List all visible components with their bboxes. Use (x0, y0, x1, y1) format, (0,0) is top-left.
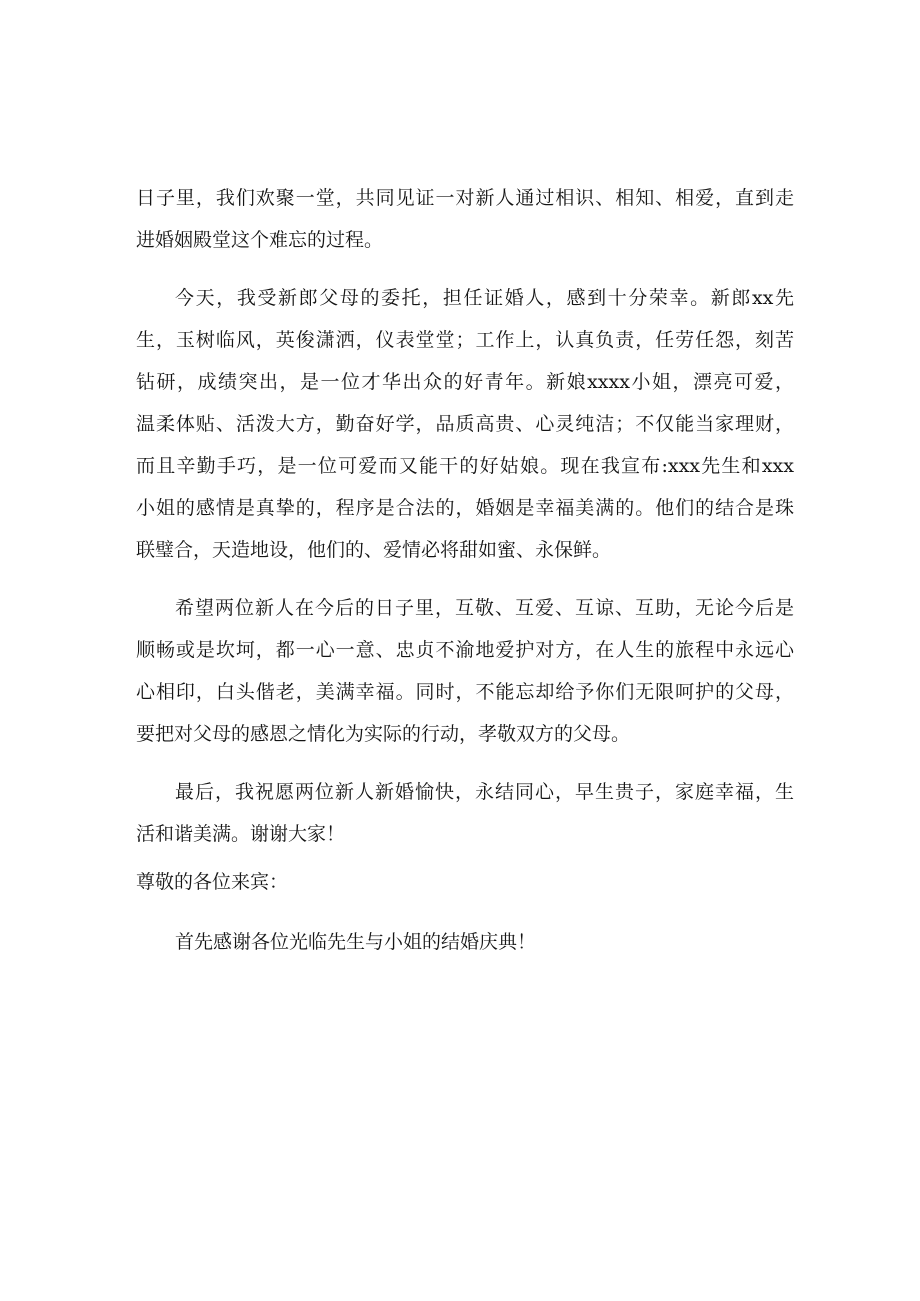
text-line: 联璧合，天造地设，他们的、爱情必将甜如蜜、永保鲜。 (136, 539, 612, 561)
text-line: 活和谐美满。谢谢大家！ (136, 823, 346, 845)
text-line: 顺畅或是坎坷，都一心一意、忠贞不渝地爱护对方，在人生的旅程中永远心 (136, 639, 794, 661)
paragraph-thanks: 首先感谢各位光临先生与小姐的结婚庆典！ (175, 931, 537, 953)
text-line: 最后，我祝愿两位新人新婚愉快，永结同心，早生贵子，家庭幸福，生 (175, 781, 794, 803)
text-line: 小姐的感情是真挚的，程序是合法的，婚姻是幸福美满的。他们的结合是珠 (136, 497, 794, 519)
text-line: 进婚姻殿堂这个难忘的过程。 (136, 229, 384, 251)
text-line: 生，玉树临风，英俊潇洒，仪表堂堂；工作上，认真负责，任劳任怨，刻苦 (136, 329, 794, 351)
text-line: 温柔体贴、活泼大方，勤奋好学，品质高贵、心灵纯洁；不仅能当家理财， (136, 413, 794, 435)
text-line: 今天，我受新郎父母的委托，担任证婚人，感到十分荣幸。新郎xx先 (175, 287, 794, 309)
text-line: 日子里，我们欢聚一堂，共同见证一对新人通过相识、相知、相爱，直到走 (136, 187, 794, 209)
salutation: 尊敬的各位来宾： (136, 871, 289, 893)
text-line: 心相印，白头偕老，美满幸福。同时，不能忘却给予你们无限呵护的父母， (136, 681, 794, 703)
text-line: 钻研，成绩突出，是一位才华出众的好青年。新娘xxxx小姐，漂亮可爱， (136, 371, 794, 393)
text-line: 希望两位新人在今后的日子里，互敬、互爱、互谅、互助，无论今后是 (175, 597, 794, 619)
text-line: 而且辛勤手巧，是一位可爱而又能干的好姑娘。现在我宣布:xxx先生和xxx (136, 455, 794, 477)
text-line: 要把对父母的感恩之情化为实际的行动，孝敬双方的父母。 (136, 723, 631, 745)
